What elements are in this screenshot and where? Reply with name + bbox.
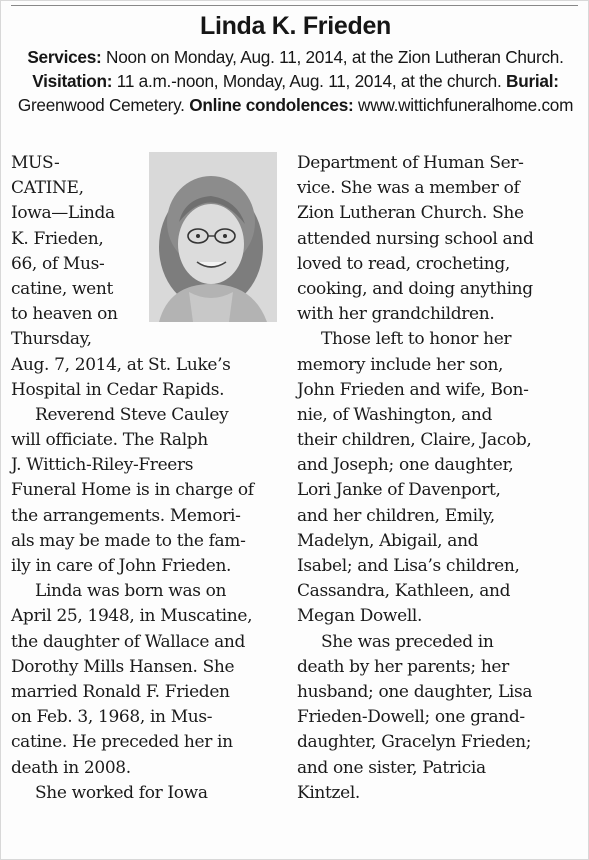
text-line: Frieden-Dowell; one grand-	[297, 707, 525, 728]
text-line: vice. She was a member of	[297, 178, 520, 199]
text-line: married Ronald F. Frieden	[11, 681, 230, 702]
text-line: death in 2008.	[11, 757, 131, 778]
text-line: ily in care of John Frieden.	[11, 556, 232, 576]
text-column-left	[11, 151, 283, 806]
text-line: Department of Human Ser-	[297, 153, 524, 173]
text-line: Those left to honor her	[321, 329, 512, 350]
condolences-url: www.wittichfuneralhome.com	[353, 95, 574, 115]
text-line: John Frieden and wife, Bon-	[297, 379, 529, 400]
text-line: loved to read, crocheting,	[297, 253, 510, 274]
text-line: husband; one daughter, Lisa	[297, 681, 533, 702]
text-line: with her grandchildren.	[297, 304, 495, 325]
text-line: Madelyn, Abigail, and	[297, 530, 479, 551]
text-line: Megan Dowell.	[297, 606, 423, 627]
text-line: Iowa—Linda	[11, 203, 115, 224]
text-line: Linda was born was on	[35, 581, 227, 602]
text-line: Dorothy Mills Hansen. She	[11, 656, 235, 677]
top-rule	[11, 5, 578, 6]
burial-label: Burial:	[506, 71, 559, 91]
text-line: will officiate. The Ralph	[11, 430, 208, 451]
text-line: Hospital in Cedar Rapids.	[11, 379, 225, 400]
text-line: Kintzel.	[297, 782, 360, 803]
text-line: She was preceded in	[321, 631, 494, 652]
text-line: Zion Lutheran Church. She	[297, 203, 524, 224]
text-line: Aug. 7, 2014, at St. Luke’s	[11, 354, 231, 375]
text-column-right	[297, 151, 573, 806]
text-line: 66, of Mus-	[11, 253, 105, 274]
condolences-label: Online condolences:	[189, 95, 354, 115]
text-line: Lori Janke of Davenport,	[297, 480, 501, 501]
text-line: daughter, Gracelyn Frieden;	[297, 732, 532, 753]
text-line: CATINE,	[11, 178, 84, 199]
text-line: the daughter of Wallace and	[11, 631, 246, 652]
text-line: cooking, and doing anything	[297, 278, 533, 299]
service-details	[11, 45, 580, 117]
text-line: catine, went	[11, 278, 113, 299]
text-line: J. Wittich-Riley-Freers	[11, 455, 194, 476]
text-line: death by her parents; her	[297, 656, 509, 677]
text-line: and one sister, Patricia	[297, 757, 486, 778]
text-line: on Feb. 3, 1968, in Mus-	[11, 707, 213, 728]
text-line: MUS-	[11, 153, 60, 173]
obituary-title: Linda K. Frieden	[199, 12, 392, 40]
text-line: attended nursing school and	[297, 228, 534, 249]
text-line: She worked for Iowa	[35, 782, 208, 803]
text-line: the arrangements. Memori-	[11, 505, 241, 526]
text-line: catine. He preceded her in	[11, 732, 233, 753]
text-line: nie, of Washington, and	[297, 404, 492, 425]
text-line: their children, Claire, Jacob,	[297, 430, 532, 451]
text-line: to heaven on	[11, 304, 118, 325]
text-line: Reverend Steve Cauley	[35, 404, 229, 425]
text-line: and Joseph; one daughter,	[297, 455, 514, 476]
text-line: Isabel; and Lisa’s children,	[297, 556, 520, 576]
text-line: Funeral Home is in charge of	[11, 480, 254, 501]
text-line: memory include her son,	[297, 354, 504, 375]
visitation-label: Visitation:	[32, 71, 113, 91]
text-line: K. Frieden,	[11, 228, 104, 249]
text-line: April 25, 1948, in Muscatine,	[11, 606, 253, 627]
burial-text: Greenwood Cemetery.	[17, 95, 190, 115]
visitation-text: 11 a.m.-noon, Monday, Aug. 11, 2014, at the church.	[112, 71, 507, 91]
services-label: Services:	[27, 47, 102, 67]
text-line: Thursday,	[11, 329, 92, 350]
text-line: Cassandra, Kathleen, and	[297, 581, 511, 602]
services-text: Noon on Monday, Aug. 11, 2014, at the Zion Lutheran Church.	[101, 47, 564, 67]
text-line: als may be made to the fam-	[11, 530, 246, 551]
text-line: and her children, Emily,	[297, 505, 495, 526]
